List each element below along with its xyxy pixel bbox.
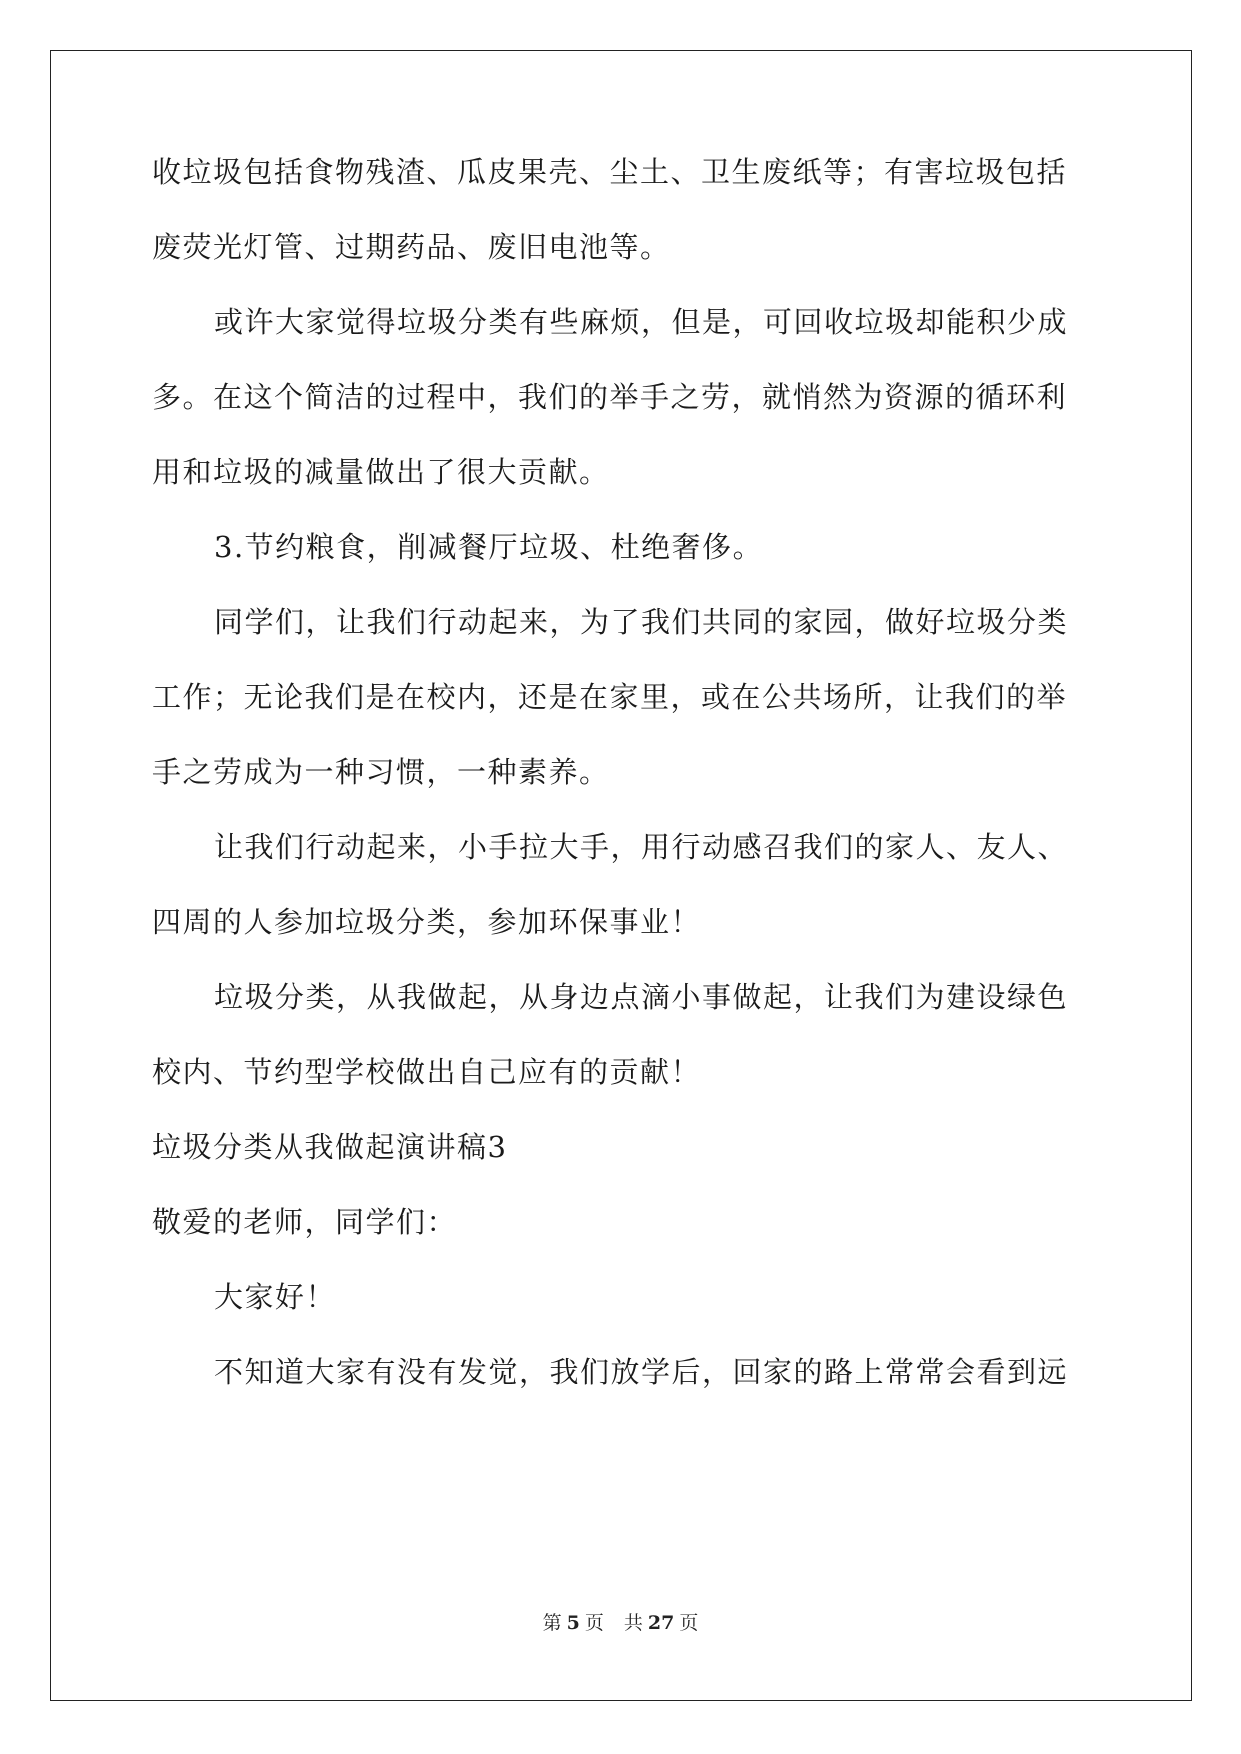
paragraph-start: 或许大家觉得垃圾分类有些麻烦，但是，可回收垃圾却能积少成	[214, 305, 1069, 339]
total-pages: 27	[647, 1612, 675, 1634]
body-line: 收垃圾包括食物残渣、瓜皮果壳、尘土、卫生废纸等；有害垃圾包括	[152, 155, 1068, 189]
body-line: 四周的人参加垃圾分类，参加环保事业！	[152, 905, 702, 939]
body-line: 工作；无论我们是在校内，还是在家里，或在公共场所，让我们的举	[152, 680, 1068, 714]
body-line: 多。在这个简洁的过程中，我们的举手之劳，就悄然为资源的循环利	[152, 380, 1068, 414]
page-number: 5	[566, 1612, 580, 1634]
numbered-item: 3.节约粮食，削减餐厅垃圾、杜绝奢侈。	[214, 530, 764, 564]
body-line: 用和垃圾的减量做出了很大贡献。	[152, 455, 610, 489]
page-footer	[0, 1611, 1241, 1635]
page-prefix: 第	[542, 1612, 562, 1634]
body-line: 废荧光灯管、过期药品、废旧电池等。	[152, 230, 671, 264]
paragraph-start: 不知道大家有没有发觉，我们放学后，回家的路上常常会看到远	[214, 1355, 1069, 1389]
paragraph-start: 同学们，让我们行动起来，为了我们共同的家园，做好垃圾分类	[214, 605, 1069, 639]
page-border	[50, 50, 1192, 1701]
paragraph-start: 让我们行动起来，小手拉大手，用行动感召我们的家人、友人、	[214, 830, 1069, 864]
section-title: 垃圾分类从我做起演讲稿3	[152, 1130, 508, 1164]
body-line: 校内、节约型学校做出自己应有的贡献！	[152, 1055, 702, 1089]
total-suffix: 页	[679, 1612, 699, 1634]
salutation: 敬爱的老师，同学们：	[152, 1205, 458, 1239]
greeting: 大家好！	[214, 1280, 337, 1314]
total-prefix: 共	[623, 1612, 643, 1634]
body-line: 手之劳成为一种习惯，一种素养。	[152, 755, 610, 789]
paragraph-start: 垃圾分类，从我做起，从身边点滴小事做起，让我们为建设绿色	[214, 980, 1069, 1014]
page-suffix: 页	[584, 1612, 604, 1634]
